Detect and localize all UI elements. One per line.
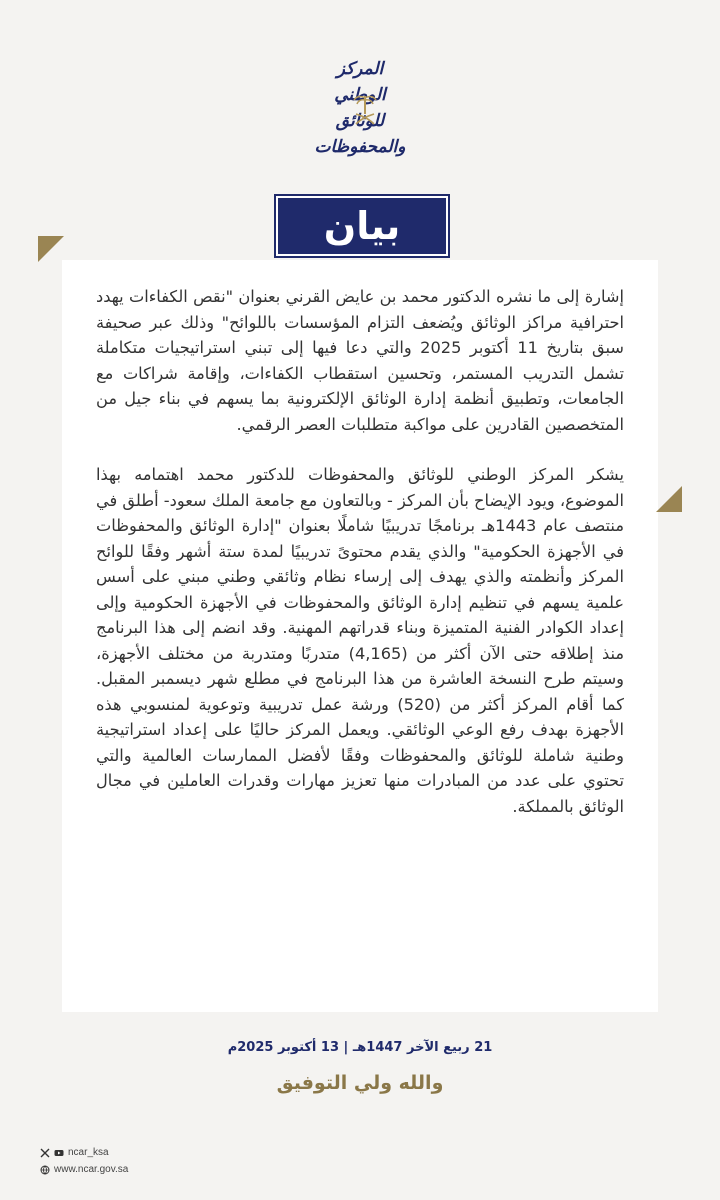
logo-line: للوثائق	[335, 111, 385, 131]
logo-line: الوطني	[334, 85, 386, 105]
youtube-icon[interactable]	[54, 1148, 64, 1158]
logo-line: والمحفوظات	[314, 137, 406, 157]
logo-line: المركز	[336, 59, 384, 79]
statement-date: 21 ربيع الآخر 1447هـ | 13 أكتوبر 2025م	[227, 1040, 493, 1055]
page-title: بيان	[276, 196, 448, 256]
palm-swords-emblem-icon	[352, 92, 378, 128]
statement-paragraph: إشارة إلى ما نشره الدكتور محمد بن عايض القرني بعنوان "نقص الكفاءات يهدد احترافية مراكز الوثائق ويُضعف التزام المؤسسات باللوائح" وذلك عبر صحيفة سبق بتاريخ 11 أكتوبر 2025 والتي دعا فيها إلى تبني استراتيجيات متكاملة تشمل التدريب المستمر، وتحسين استقطاب الكفاءات، وإقامة شراكات مع الجامعات، وتطبيق أنظمة إدارة الوثائق الإلكترونية بما يسهم في بناء جيل من المتخصصين القادرين على مواكبة متطلبات العصر الرقمي.	[96, 287, 624, 434]
ncar-logo	[280, 52, 440, 164]
globe-icon	[40, 1165, 50, 1175]
social-handle[interactable]: ncar_ksa	[68, 1147, 109, 1158]
statement-paragraph: يشكر المركز الوطني للوثائق والمحفوظات للدكتور محمد اهتمامه بهذا الموضوع، ويود الإيضاح بأن المركز - وبالتعاون مع جامعة الملك سعود- أطلق في منتصف عام 1443هـ برنامجًا تدريبيًا شاملًا بعنوان "إدارة الوثائق والمحفوظات في الأجهزة الحكومية" والذي يقدم محتوىً تدريبيًا لمدة ستة أشهر وفقًا للوائح المركز وأنظمته والذي يهدف إلى إرساء نظام وثائقي وطني مبني على أسس علمية يسهم في تنظيم إدارة الوثائق والمحفوظات في الأجهزة الحكومية وإلى إعداد الكوادر الفنية المتميزة وبناء قدراتهم المهنية. وقد انضم إلى هذا البرنامج منذ إطلاقه حتى الآن أكثر من (4,165) متدربًا ومتدربة من مختلف الأجهزة، وسيتم طرح النسخة العاشرة من هذا البرنامج في مطلع شهر ديسمبر المقبل. كما أقام المركز أكثر من (520) ورشة عمل تدريبية وتوعوية لمنسوبي هذه الأجهزة بهدف رفع الوعي الوثائقي. ويعمل المركز حاليًا على إعداد استراتيجية وطنية شاملة للوثائق والمحفوظات وفقًا لأفضل الممارسات العالمية والتي تحتوي على عدد من المبادرات منها تعزيز مهارات وقدرات العاملين في مجال الوثائق بالمملكة.	[96, 465, 625, 816]
social-row	[40, 1144, 128, 1161]
x-icon[interactable]	[40, 1148, 50, 1158]
closing-phrase: والله ولي التوفيق	[276, 1072, 444, 1094]
footer	[40, 1144, 128, 1178]
website-link[interactable]: www.ncar.gov.sa	[54, 1164, 129, 1175]
statement-body	[96, 284, 624, 844]
gold-corner-accent	[656, 486, 682, 512]
website-row	[40, 1161, 128, 1178]
gold-corner-accent	[38, 236, 64, 262]
